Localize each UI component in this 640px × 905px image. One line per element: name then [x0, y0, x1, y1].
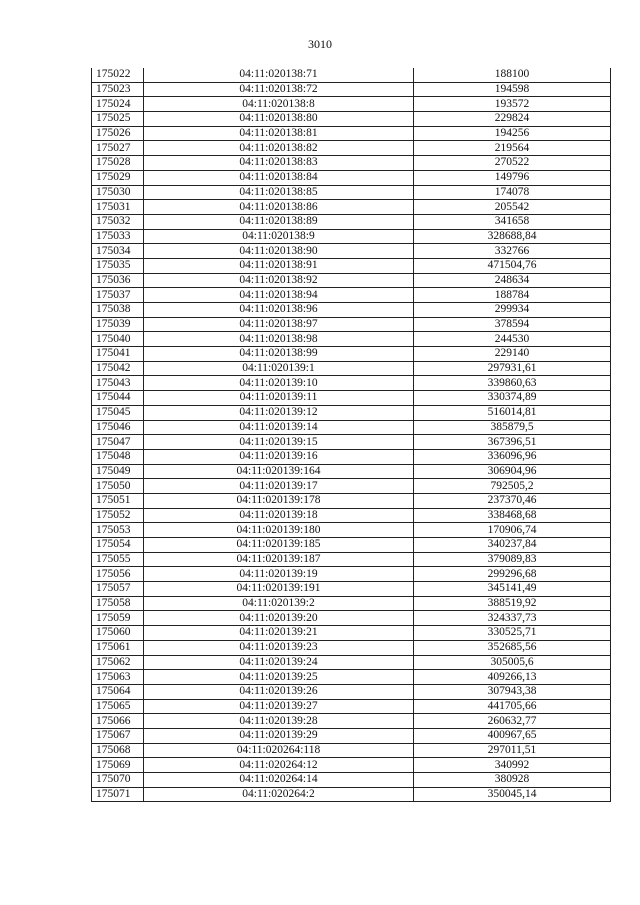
cadastral-number-cell: 04:11:020139:28 — [144, 714, 414, 729]
value-cell: 149796 — [414, 170, 611, 185]
row-number-cell: 175054 — [92, 538, 144, 553]
value-cell: 170906,74 — [414, 523, 611, 538]
table-row — [92, 670, 611, 685]
table-row — [92, 626, 611, 641]
table-row — [92, 420, 611, 435]
cadastral-number-cell: 04:11:020138:83 — [144, 156, 414, 171]
value-cell: 345141,49 — [414, 582, 611, 597]
table-row — [92, 728, 611, 743]
table-row — [92, 758, 611, 773]
cadastral-number-cell: 04:11:020139:26 — [144, 684, 414, 699]
row-number-cell: 175025 — [92, 112, 144, 127]
row-number-cell: 175028 — [92, 156, 144, 171]
row-number-cell: 175039 — [92, 317, 144, 332]
table-row — [92, 640, 611, 655]
value-cell: 388519,92 — [414, 596, 611, 611]
value-cell: 306904,96 — [414, 464, 611, 479]
value-cell: 194256 — [414, 126, 611, 141]
row-number-cell: 175063 — [92, 670, 144, 685]
table-row — [92, 273, 611, 288]
table-row — [92, 112, 611, 127]
row-number-cell: 175038 — [92, 303, 144, 318]
row-number-cell: 175055 — [92, 552, 144, 567]
row-number-cell: 175027 — [92, 141, 144, 156]
table-row — [92, 170, 611, 185]
cadastral-number-cell: 04:11:020138:85 — [144, 185, 414, 200]
table-row — [92, 376, 611, 391]
cadastral-number-cell: 04:11:020139:187 — [144, 552, 414, 567]
row-number-cell: 175065 — [92, 699, 144, 714]
table-row — [92, 214, 611, 229]
cadastral-number-cell: 04:11:020264:2 — [144, 787, 414, 802]
value-cell: 299296,68 — [414, 567, 611, 582]
value-cell: 188784 — [414, 288, 611, 303]
table-row — [92, 538, 611, 553]
value-cell: 305005,6 — [414, 655, 611, 670]
table-row — [92, 97, 611, 112]
cadastral-number-cell: 04:11:020139:18 — [144, 508, 414, 523]
row-number-cell: 175050 — [92, 479, 144, 494]
value-cell: 248634 — [414, 273, 611, 288]
table-row — [92, 449, 611, 464]
row-number-cell: 175066 — [92, 714, 144, 729]
cadastral-number-cell: 04:11:020138:82 — [144, 141, 414, 156]
table-row — [92, 582, 611, 597]
row-number-cell: 175068 — [92, 743, 144, 758]
value-cell: 205542 — [414, 200, 611, 215]
value-cell: 352685,56 — [414, 640, 611, 655]
value-cell: 350045,14 — [414, 787, 611, 802]
cadastral-number-cell: 04:11:020139:19 — [144, 567, 414, 582]
cadastral-number-cell: 04:11:020264:14 — [144, 773, 414, 788]
value-cell: 219564 — [414, 141, 611, 156]
row-number-cell: 175046 — [92, 420, 144, 435]
row-number-cell: 175036 — [92, 273, 144, 288]
cadastral-number-cell: 04:11:020139:1 — [144, 361, 414, 376]
row-number-cell: 175057 — [92, 582, 144, 597]
cadastral-number-cell: 04:11:020138:97 — [144, 317, 414, 332]
row-number-cell: 175033 — [92, 229, 144, 244]
table-row — [92, 288, 611, 303]
row-number-cell: 175031 — [92, 200, 144, 215]
row-number-cell: 175047 — [92, 435, 144, 450]
table-row — [92, 714, 611, 729]
value-cell: 324337,73 — [414, 611, 611, 626]
value-cell: 174078 — [414, 185, 611, 200]
cadastral-number-cell: 04:11:020139:23 — [144, 640, 414, 655]
value-cell: 307943,38 — [414, 684, 611, 699]
row-number-cell: 175071 — [92, 787, 144, 802]
cadastral-number-cell: 04:11:020139:17 — [144, 479, 414, 494]
cadastral-number-cell: 04:11:020138:81 — [144, 126, 414, 141]
row-number-cell: 175048 — [92, 449, 144, 464]
value-cell: 336096,96 — [414, 449, 611, 464]
value-cell: 237370,46 — [414, 493, 611, 508]
row-number-cell: 175058 — [92, 596, 144, 611]
table-row — [92, 185, 611, 200]
registry-table-body — [92, 68, 611, 802]
cadastral-number-cell: 04:11:020139:16 — [144, 449, 414, 464]
table-row — [92, 361, 611, 376]
table-row — [92, 405, 611, 420]
cadastral-number-cell: 04:11:020138:99 — [144, 347, 414, 362]
value-cell: 385879,5 — [414, 420, 611, 435]
value-cell: 367396,51 — [414, 435, 611, 450]
value-cell: 380928 — [414, 773, 611, 788]
cadastral-number-cell: 04:11:020139:10 — [144, 376, 414, 391]
cadastral-number-cell: 04:11:020139:191 — [144, 582, 414, 597]
value-cell: 188100 — [414, 68, 611, 82]
row-number-cell: 175041 — [92, 347, 144, 362]
value-cell: 297931,61 — [414, 361, 611, 376]
table-row — [92, 552, 611, 567]
cadastral-number-cell: 04:11:020138:71 — [144, 68, 414, 82]
row-number-cell: 175070 — [92, 773, 144, 788]
row-number-cell: 175056 — [92, 567, 144, 582]
cadastral-number-cell: 04:11:020139:11 — [144, 391, 414, 406]
value-cell: 260632,77 — [414, 714, 611, 729]
cadastral-number-cell: 04:11:020138:9 — [144, 229, 414, 244]
cadastral-number-cell: 04:11:020264:118 — [144, 743, 414, 758]
table-row — [92, 317, 611, 332]
cadastral-number-cell: 04:11:020139:29 — [144, 728, 414, 743]
cadastral-number-cell: 04:11:020139:20 — [144, 611, 414, 626]
table-row — [92, 126, 611, 141]
cadastral-number-cell: 04:11:020139:12 — [144, 405, 414, 420]
cadastral-number-cell: 04:11:020139:27 — [144, 699, 414, 714]
table-row — [92, 493, 611, 508]
value-cell: 341658 — [414, 214, 611, 229]
value-cell: 299934 — [414, 303, 611, 318]
cadastral-number-cell: 04:11:020138:98 — [144, 332, 414, 347]
cadastral-number-cell: 04:11:020138:89 — [144, 214, 414, 229]
cadastral-number-cell: 04:11:020139:15 — [144, 435, 414, 450]
value-cell: 330525,71 — [414, 626, 611, 641]
row-number-cell: 175064 — [92, 684, 144, 699]
row-number-cell: 175045 — [92, 405, 144, 420]
cadastral-number-cell: 04:11:020138:86 — [144, 200, 414, 215]
table-row — [92, 773, 611, 788]
table-row — [92, 743, 611, 758]
row-number-cell: 175053 — [92, 523, 144, 538]
row-number-cell: 175034 — [92, 244, 144, 259]
row-number-cell: 175024 — [92, 97, 144, 112]
table-row — [92, 200, 611, 215]
cadastral-number-cell: 04:11:020138:72 — [144, 82, 414, 97]
cadastral-number-cell: 04:11:020138:92 — [144, 273, 414, 288]
table-row — [92, 699, 611, 714]
cadastral-number-cell: 04:11:020138:8 — [144, 97, 414, 112]
table-row — [92, 303, 611, 318]
value-cell: 297011,51 — [414, 743, 611, 758]
table-row — [92, 611, 611, 626]
value-cell: 194598 — [414, 82, 611, 97]
row-number-cell: 175059 — [92, 611, 144, 626]
cadastral-number-cell: 04:11:020139:14 — [144, 420, 414, 435]
value-cell: 338468,68 — [414, 508, 611, 523]
cadastral-number-cell: 04:11:020139:2 — [144, 596, 414, 611]
value-cell: 409266,13 — [414, 670, 611, 685]
value-cell: 792505,2 — [414, 479, 611, 494]
row-number-cell: 175060 — [92, 626, 144, 641]
value-cell: 339860,63 — [414, 376, 611, 391]
cadastral-number-cell: 04:11:020138:90 — [144, 244, 414, 259]
table-row — [92, 464, 611, 479]
table-row — [92, 787, 611, 802]
value-cell: 328688,84 — [414, 229, 611, 244]
value-cell: 441705,66 — [414, 699, 611, 714]
row-number-cell: 175022 — [92, 68, 144, 82]
table-row — [92, 258, 611, 273]
value-cell: 471504,76 — [414, 258, 611, 273]
row-number-cell: 175052 — [92, 508, 144, 523]
table-row — [92, 82, 611, 97]
table-row — [92, 141, 611, 156]
value-cell: 400967,65 — [414, 728, 611, 743]
cadastral-number-cell: 04:11:020139:164 — [144, 464, 414, 479]
cadastral-number-cell: 04:11:020138:84 — [144, 170, 414, 185]
table-row — [92, 655, 611, 670]
table-row — [92, 479, 611, 494]
row-number-cell: 175051 — [92, 493, 144, 508]
table-row — [92, 244, 611, 259]
value-cell: 378594 — [414, 317, 611, 332]
row-number-cell: 175061 — [92, 640, 144, 655]
cadastral-number-cell: 04:11:020138:96 — [144, 303, 414, 318]
table-row — [92, 347, 611, 362]
row-number-cell: 175023 — [92, 82, 144, 97]
value-cell: 229140 — [414, 347, 611, 362]
row-number-cell: 175037 — [92, 288, 144, 303]
table-row — [92, 68, 611, 82]
row-number-cell: 175044 — [92, 391, 144, 406]
table-row — [92, 523, 611, 538]
row-number-cell: 175040 — [92, 332, 144, 347]
value-cell: 332766 — [414, 244, 611, 259]
value-cell: 244530 — [414, 332, 611, 347]
value-cell: 330374,89 — [414, 391, 611, 406]
table-row — [92, 391, 611, 406]
row-number-cell: 175035 — [92, 258, 144, 273]
value-cell: 229824 — [414, 112, 611, 127]
cadastral-number-cell: 04:11:020139:24 — [144, 655, 414, 670]
cadastral-number-cell: 04:11:020138:80 — [144, 112, 414, 127]
row-number-cell: 175043 — [92, 376, 144, 391]
table-row — [92, 229, 611, 244]
table-row — [92, 508, 611, 523]
cadastral-number-cell: 04:11:020139:178 — [144, 493, 414, 508]
cadastral-number-cell: 04:11:020139:21 — [144, 626, 414, 641]
table-row — [92, 156, 611, 171]
value-cell: 193572 — [414, 97, 611, 112]
table-row — [92, 332, 611, 347]
row-number-cell: 175049 — [92, 464, 144, 479]
cadastral-number-cell: 04:11:020139:25 — [144, 670, 414, 685]
row-number-cell: 175030 — [92, 185, 144, 200]
cadastral-number-cell: 04:11:020138:91 — [144, 258, 414, 273]
table-row — [92, 596, 611, 611]
table-row — [92, 684, 611, 699]
cadastral-number-cell: 04:11:020138:94 — [144, 288, 414, 303]
row-number-cell: 175026 — [92, 126, 144, 141]
row-number-cell: 175062 — [92, 655, 144, 670]
value-cell: 516014,81 — [414, 405, 611, 420]
value-cell: 340992 — [414, 758, 611, 773]
row-number-cell: 175069 — [92, 758, 144, 773]
cadastral-number-cell: 04:11:020264:12 — [144, 758, 414, 773]
cadastral-number-cell: 04:11:020139:180 — [144, 523, 414, 538]
value-cell: 379089,83 — [414, 552, 611, 567]
table-row — [92, 567, 611, 582]
cadastral-number-cell: 04:11:020139:185 — [144, 538, 414, 553]
row-number-cell: 175032 — [92, 214, 144, 229]
value-cell: 270522 — [414, 156, 611, 171]
row-number-cell: 175029 — [92, 170, 144, 185]
row-number-cell: 175042 — [92, 361, 144, 376]
registry-table — [91, 68, 611, 802]
page-number: 3010 — [308, 37, 332, 51]
row-number-cell: 175067 — [92, 728, 144, 743]
value-cell: 340237,84 — [414, 538, 611, 553]
table-row — [92, 435, 611, 450]
